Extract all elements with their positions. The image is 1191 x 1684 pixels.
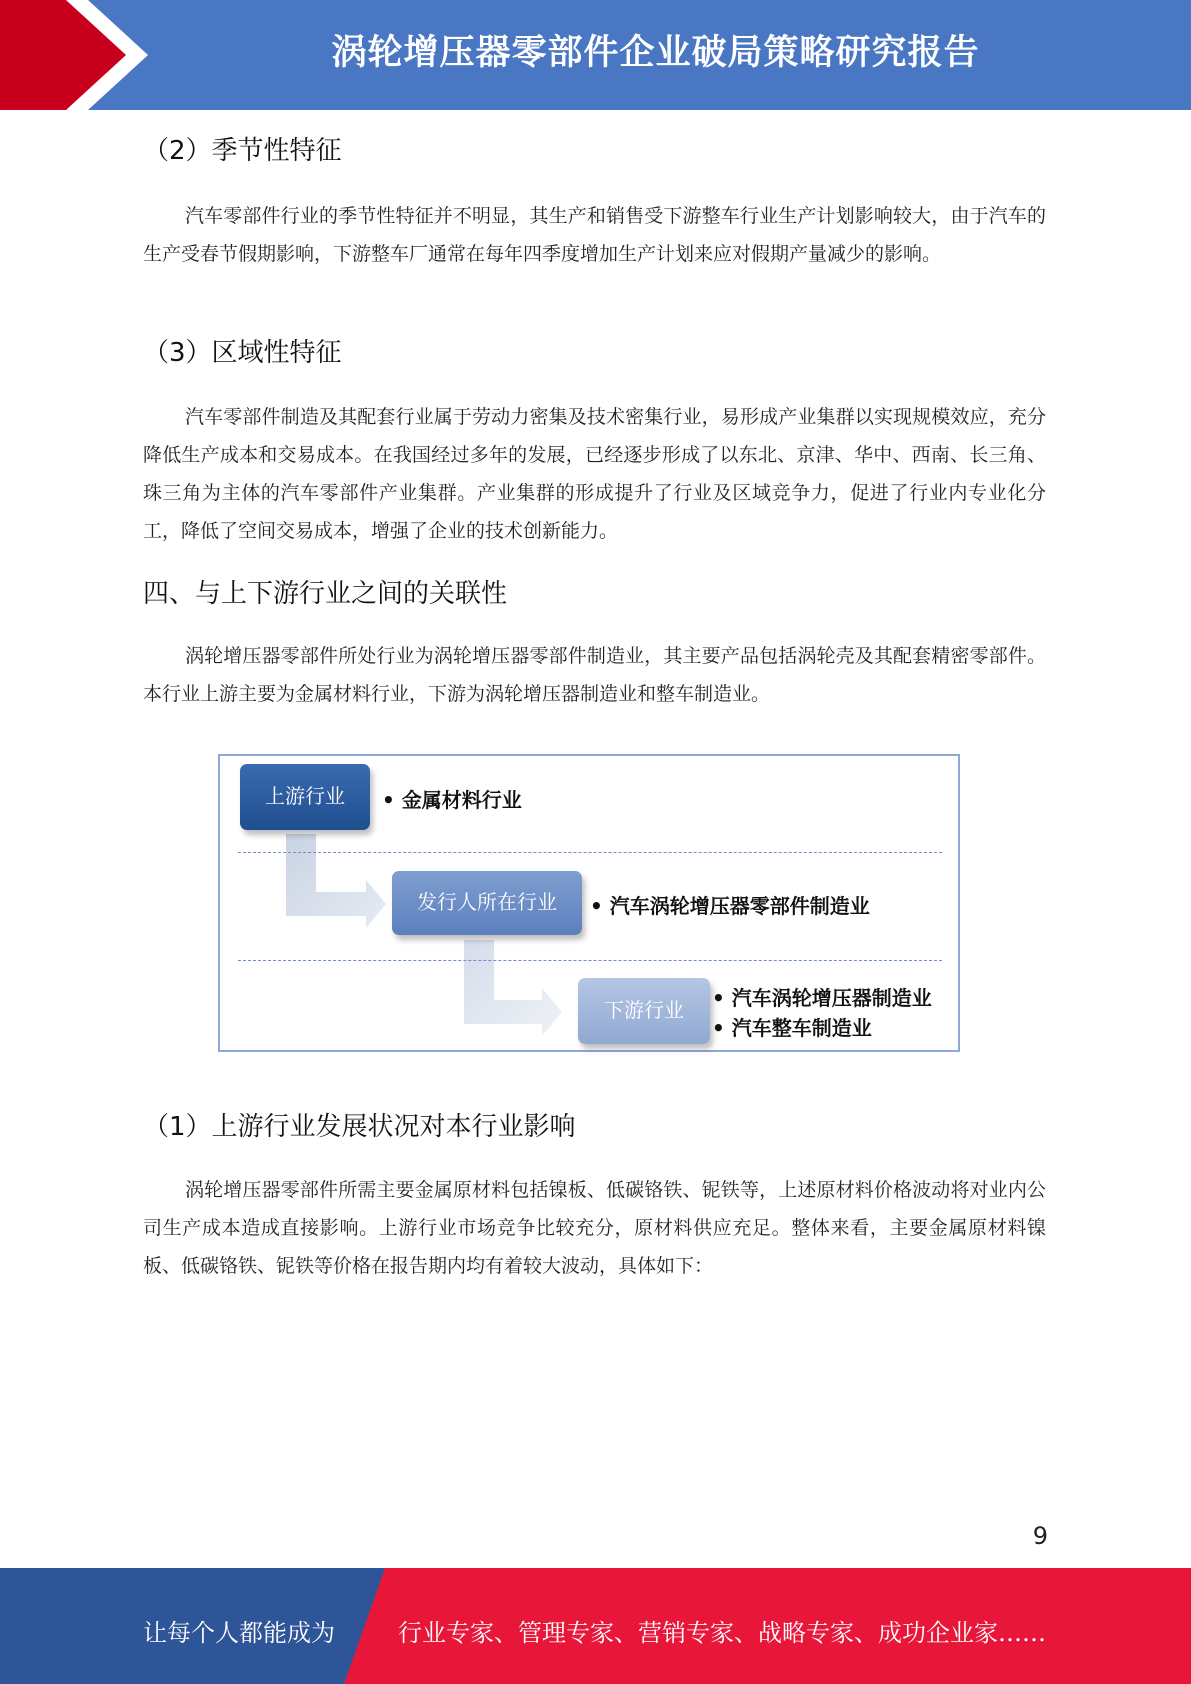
- relation-heading: 四、与上下游行业之间的关联性: [143, 579, 508, 609]
- regional-heading: （3）区域性特征: [143, 338, 342, 368]
- downstream-box: 下游行业: [578, 978, 710, 1044]
- upstream-paragraph: 涡轮增压器零部件所需主要金属原材料包括镍板、低碳铬铁、铌铁等，上述原材料价格波动将对业内公司生产成本造成直接影响。上游行业市场竞争比较充分，原材料供应充足。整体来看，主要金属原材料镍板、低碳铬铁、铌铁等价格在报告期内均有着较大波动，具体如下：: [143, 1179, 1046, 1277]
- downstream-item: • 汽车涡轮增压器制造业: [712, 986, 932, 1010]
- relation-paragraph: 涡轮增压器零部件所处行业为涡轮增压器零部件制造业，其主要产品包括涡轮壳及其配套精密零部件。本行业上游主要为金属材料行业，下游为涡轮增压器制造业和整车制造业。: [143, 645, 1046, 705]
- page-header: [0, 0, 1191, 110]
- upstream-item: • 金属材料行业: [382, 788, 522, 812]
- regional-paragraph: 汽车零部件制造及其配套行业属于劳动力密集及技术密集行业，易形成产业集群以实现规模效应，充分降低生产成本和交易成本。在我国经过多年的发展，已经逐步形成了以东北、京津、华中、西南、长三角、珠三角为主体的汽车零部件产业集群。产业集群的形成提升了行业及区域竞争力，促进了行业内专业化分工，降低了空间交易成本，增强了企业的技术创新能力。: [143, 406, 1046, 542]
- divider-line: [238, 960, 942, 961]
- issuer-item: • 汽车涡轮增压器零部件制造业: [590, 894, 870, 918]
- seasonal-heading: （2）季节性特征: [143, 136, 342, 166]
- upstream-box: 上游行业: [240, 764, 370, 830]
- arrow-upstream-to-issuer: [286, 834, 386, 928]
- issuer-industry-box: 发行人所在行业: [392, 871, 582, 935]
- industry-chain-diagram: [218, 754, 960, 1052]
- footer-slogan-right: 行业专家、管理专家、营销专家、战略专家、成功企业家……: [398, 1619, 1046, 1647]
- arrow-issuer-to-downstream: [464, 940, 562, 1036]
- seasonal-paragraph: 汽车零部件行业的季节性特征并不明显，其生产和销售受下游整车行业生产计划影响较大，由于汽车的生产受春节假期影响，下游整车厂通常在每年四季度增加生产计划来应对假期产量减少的影响。: [143, 205, 1046, 265]
- divider-line: [238, 852, 942, 853]
- upstream-heading: （1）上游行业发展状况对本行业影响: [143, 1112, 576, 1142]
- downstream-item: • 汽车整车制造业: [712, 1016, 872, 1040]
- page-number: 9: [1032, 1522, 1048, 1550]
- footer-slogan-left: 让每个人都能成为: [143, 1619, 335, 1647]
- report-title: 涡轮增压器零部件企业破局策略研究报告: [331, 33, 980, 73]
